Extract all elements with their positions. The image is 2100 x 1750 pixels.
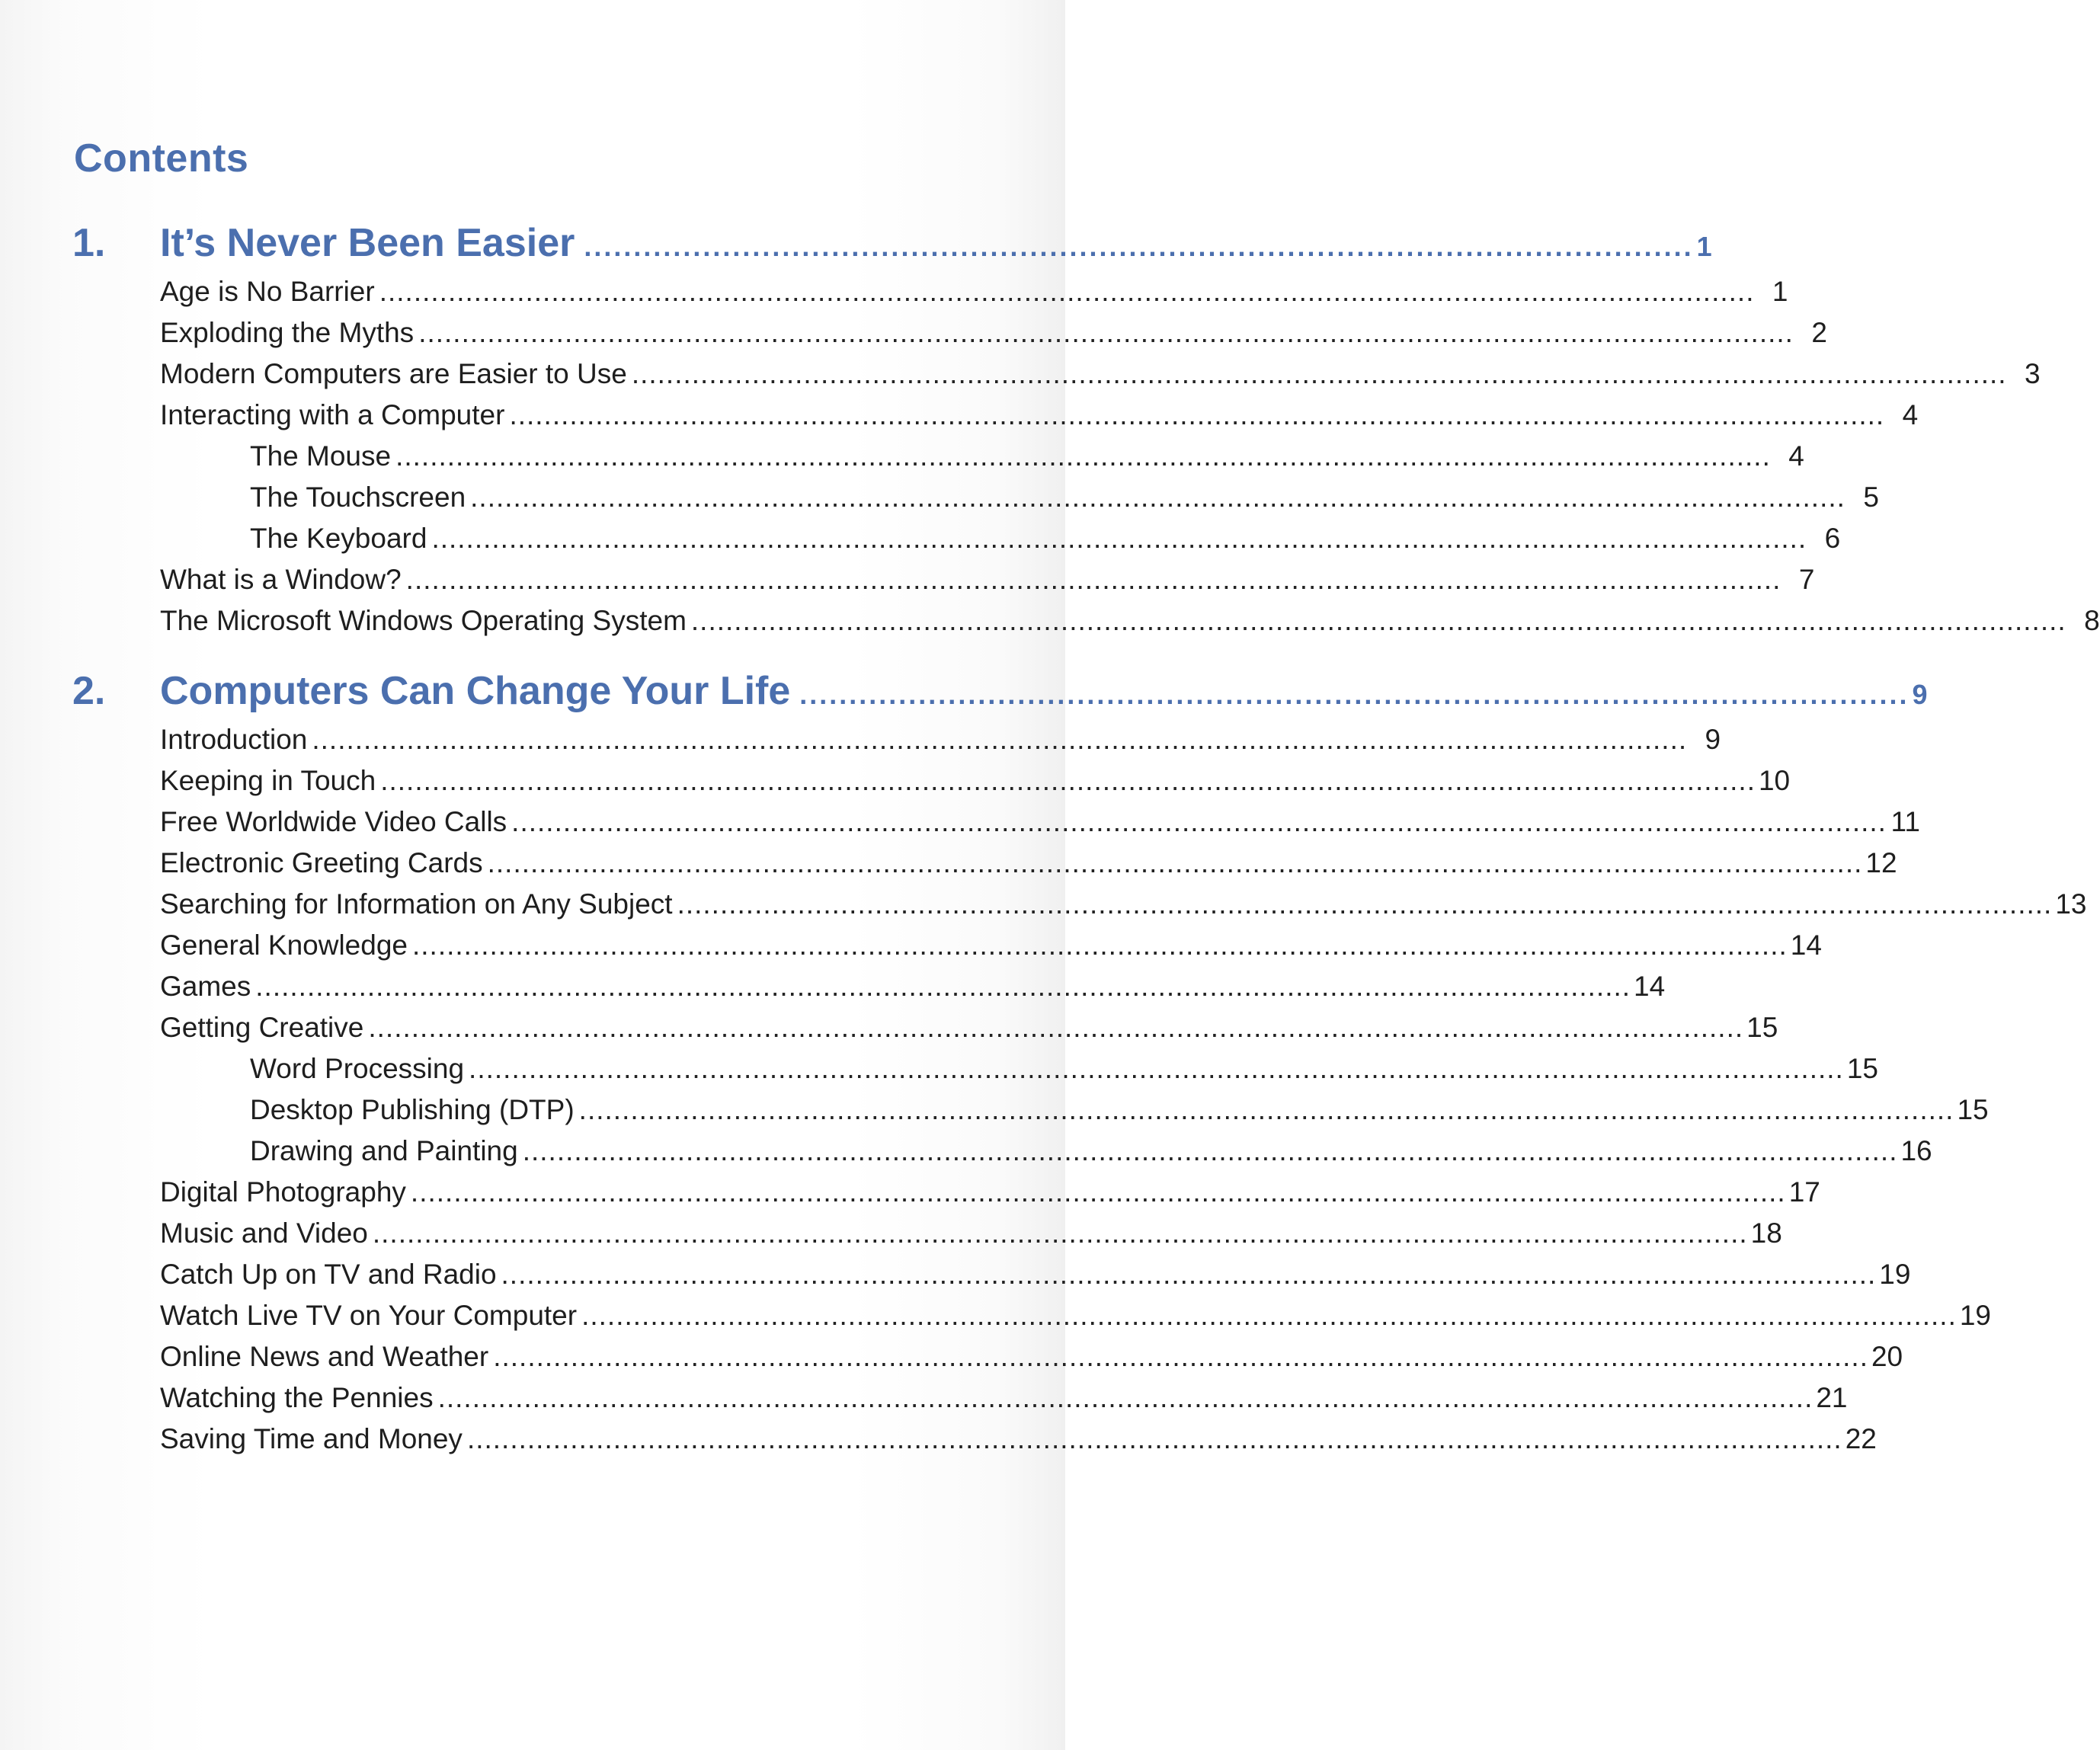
leader-dots: ................................................................................................................................................................ — [631, 358, 2007, 389]
chapter-number: 1. — [72, 221, 106, 265]
entry-title: The Mouse — [250, 440, 392, 472]
entry-page-number: 21 — [1816, 1382, 1848, 1413]
leader-dots: ................................................................................................................................................................ — [493, 1341, 1868, 1372]
toc-entry[interactable] — [72, 1377, 1848, 1419]
page-title: Contents — [74, 136, 249, 181]
toc-subentry[interactable] — [72, 518, 1841, 559]
toc-entry[interactable] — [72, 884, 2087, 925]
entry-page-number: 6 — [1824, 523, 1841, 554]
leader-dots: ................................................................................................................................................................ — [368, 1012, 1744, 1043]
leader-dots: ................................................................................................................................................................ — [677, 888, 2053, 920]
leader-dots: ................................................................................................................................................................ — [581, 1300, 1957, 1331]
entry-page-number: 16 — [1900, 1135, 1932, 1166]
entry-page-number: 14 — [1634, 971, 1666, 1002]
entry-title: The Microsoft Windows Operating System — [160, 605, 687, 636]
entry-title: Age is No Barrier — [160, 276, 375, 307]
toc-subentry[interactable] — [72, 1089, 1989, 1131]
entry-page-number: 17 — [1788, 1176, 1820, 1208]
leader-dots: ................................................................................................................................................................ — [412, 929, 1788, 961]
leader-dots: ................................................................................................................................................................ — [511, 806, 1887, 837]
entry-title: Games — [160, 971, 251, 1002]
leader-dots: ................................................................................................................................................................ — [380, 765, 1756, 796]
entry-title: The Touchscreen — [250, 481, 466, 513]
toc-entry[interactable] — [72, 1295, 1991, 1336]
entry-page-number: 4 — [1788, 440, 1804, 472]
entry-title: Watch Live TV on Your Computer — [160, 1300, 578, 1331]
toc-entry[interactable] — [72, 760, 1791, 801]
entry-title: Getting Creative — [160, 1012, 364, 1043]
chapter-2-section — [72, 663, 2087, 1460]
leader-dots: ................................................................................................................................................................ — [501, 1259, 1877, 1290]
toc-entry[interactable] — [72, 843, 1897, 884]
entry-page-number: 11 — [1890, 806, 1920, 837]
entry-page-number: 19 — [1959, 1300, 1991, 1331]
entry-title: Keeping in Touch — [160, 765, 376, 796]
toc-entry[interactable] — [72, 271, 1788, 312]
leader-dots: ................................................................................................................................................................ — [410, 1176, 1786, 1208]
entry-page-number: 19 — [1879, 1259, 1911, 1290]
entry-title: Electronic Greeting Cards — [160, 847, 483, 878]
entry-page-number: 15 — [1846, 1053, 1878, 1084]
chapter-heading[interactable] — [72, 215, 1712, 271]
leader-dots: ................................................................................................................................................................ — [395, 440, 1771, 472]
entry-page-number: 2 — [1811, 317, 1827, 348]
leader-dots: ................................................................................................................................................................ — [509, 399, 1885, 430]
leader-dots: ................................................................................................................................................................ — [437, 1382, 1813, 1413]
toc-entry[interactable] — [72, 966, 1666, 1007]
toc-subentry[interactable] — [72, 1048, 1878, 1089]
entry-page-number: 4 — [1902, 399, 1919, 430]
chapter-heading[interactable] — [72, 663, 1928, 719]
entry-page-number: 20 — [1871, 1341, 1903, 1372]
toc-entry[interactable] — [72, 1007, 1778, 1048]
toc-entry[interactable] — [72, 600, 2100, 641]
entry-title: Desktop Publishing (DTP) — [250, 1094, 575, 1125]
entry-page-number: 14 — [1790, 929, 1822, 961]
entry-title: Interacting with a Computer — [160, 399, 505, 430]
leader-dots: ................................................................................................................................................................ — [466, 1423, 1842, 1454]
entry-page-number: 18 — [1750, 1217, 1782, 1249]
entry-title: General Knowledge — [160, 929, 408, 961]
toc-entry[interactable] — [72, 559, 1815, 600]
entry-title: Introduction — [160, 724, 308, 755]
entry-title: The Keyboard — [250, 523, 427, 554]
entry-title: Saving Time and Money — [160, 1423, 463, 1454]
toc-entry[interactable] — [72, 801, 1920, 843]
toc-entry[interactable] — [72, 1336, 1903, 1377]
entry-page-number: 5 — [1863, 481, 1879, 513]
leader-dots: ................................................................................................................ — [584, 231, 1694, 262]
entry-page-number: 3 — [2025, 358, 2041, 389]
toc-entry[interactable] — [72, 719, 1721, 760]
entry-page-number: 1 — [1772, 276, 1788, 307]
toc-entry[interactable] — [72, 395, 1919, 436]
chapter-title: It’s Never Been Easier — [160, 221, 575, 265]
leader-dots: ................................................................................................................................................................ — [379, 276, 1755, 307]
toc-entry[interactable] — [72, 354, 2041, 395]
leader-dots: ................................................................................................................................................................ — [470, 481, 1846, 513]
entry-title: Watching the Pennies — [160, 1382, 434, 1413]
toc-entry[interactable] — [72, 312, 1827, 354]
entry-page-number: 9 — [1705, 724, 1721, 755]
chapter-title: Computers Can Change Your Life — [160, 669, 791, 713]
entry-title: Exploding the Myths — [160, 317, 415, 348]
entry-title: Word Processing — [250, 1053, 465, 1084]
chapter-1-section — [72, 215, 2100, 641]
leader-dots: ................................................................................................................................................................ — [255, 971, 1631, 1002]
entry-title: Free Worldwide Video Calls — [160, 806, 507, 837]
entry-title: Digital Photography — [160, 1176, 406, 1208]
leader-dots: ................................................................................................................................................................ — [312, 724, 1688, 755]
leader-dots: ................................................................................................................................................................ — [431, 523, 1807, 554]
leader-dots: ................................................................................................................................................................ — [469, 1053, 1844, 1084]
leader-dots: ................................................................................................................................................................ — [372, 1217, 1748, 1249]
leader-dots: ................................................................................................................................................................ — [578, 1094, 1954, 1125]
leader-dots: ................................................................................................................ — [799, 679, 1910, 710]
entry-page-number: 22 — [1845, 1423, 1877, 1454]
entry-title: Catch Up on TV and Radio — [160, 1259, 497, 1290]
toc-subentry[interactable] — [72, 477, 1879, 518]
chapter-page-number: 9 — [1912, 679, 1928, 710]
entry-page-number: 8 — [2084, 605, 2100, 636]
leader-dots: ................................................................................................................................................................ — [418, 317, 1794, 348]
entry-page-number: 13 — [2055, 888, 2087, 920]
toc-entry[interactable] — [72, 1419, 1877, 1460]
entry-title: Searching for Information on Any Subject — [160, 888, 673, 920]
entry-page-number: 15 — [1957, 1094, 1989, 1125]
toc-subentry[interactable] — [72, 436, 1804, 477]
toc-entry[interactable] — [72, 1254, 1911, 1295]
leader-dots: ................................................................................................................................................................ — [522, 1135, 1898, 1166]
entry-page-number: 12 — [1865, 847, 1897, 878]
entry-title: Online News and Weather — [160, 1341, 489, 1372]
toc-subentry[interactable] — [72, 1131, 1932, 1172]
entry-page-number: 7 — [1798, 564, 1815, 595]
chapter-number: 2. — [72, 669, 106, 713]
chapter-page-number: 1 — [1696, 231, 1712, 262]
entry-title: Drawing and Painting — [250, 1135, 518, 1166]
toc-entry[interactable] — [72, 1172, 1820, 1213]
toc-entry[interactable] — [72, 1213, 1782, 1254]
leader-dots: ................................................................................................................................................................ — [690, 605, 2066, 636]
entry-title: Music and Video — [160, 1217, 368, 1249]
leader-dots: ................................................................................................................................................................ — [487, 847, 1863, 878]
toc-entry[interactable] — [72, 925, 1822, 966]
entry-title: Modern Computers are Easier to Use — [160, 358, 627, 389]
entry-title: What is a Window? — [160, 564, 402, 595]
entry-page-number: 15 — [1746, 1012, 1778, 1043]
entry-page-number: 10 — [1758, 765, 1791, 796]
leader-dots: ................................................................................................................................................................ — [405, 564, 1781, 595]
